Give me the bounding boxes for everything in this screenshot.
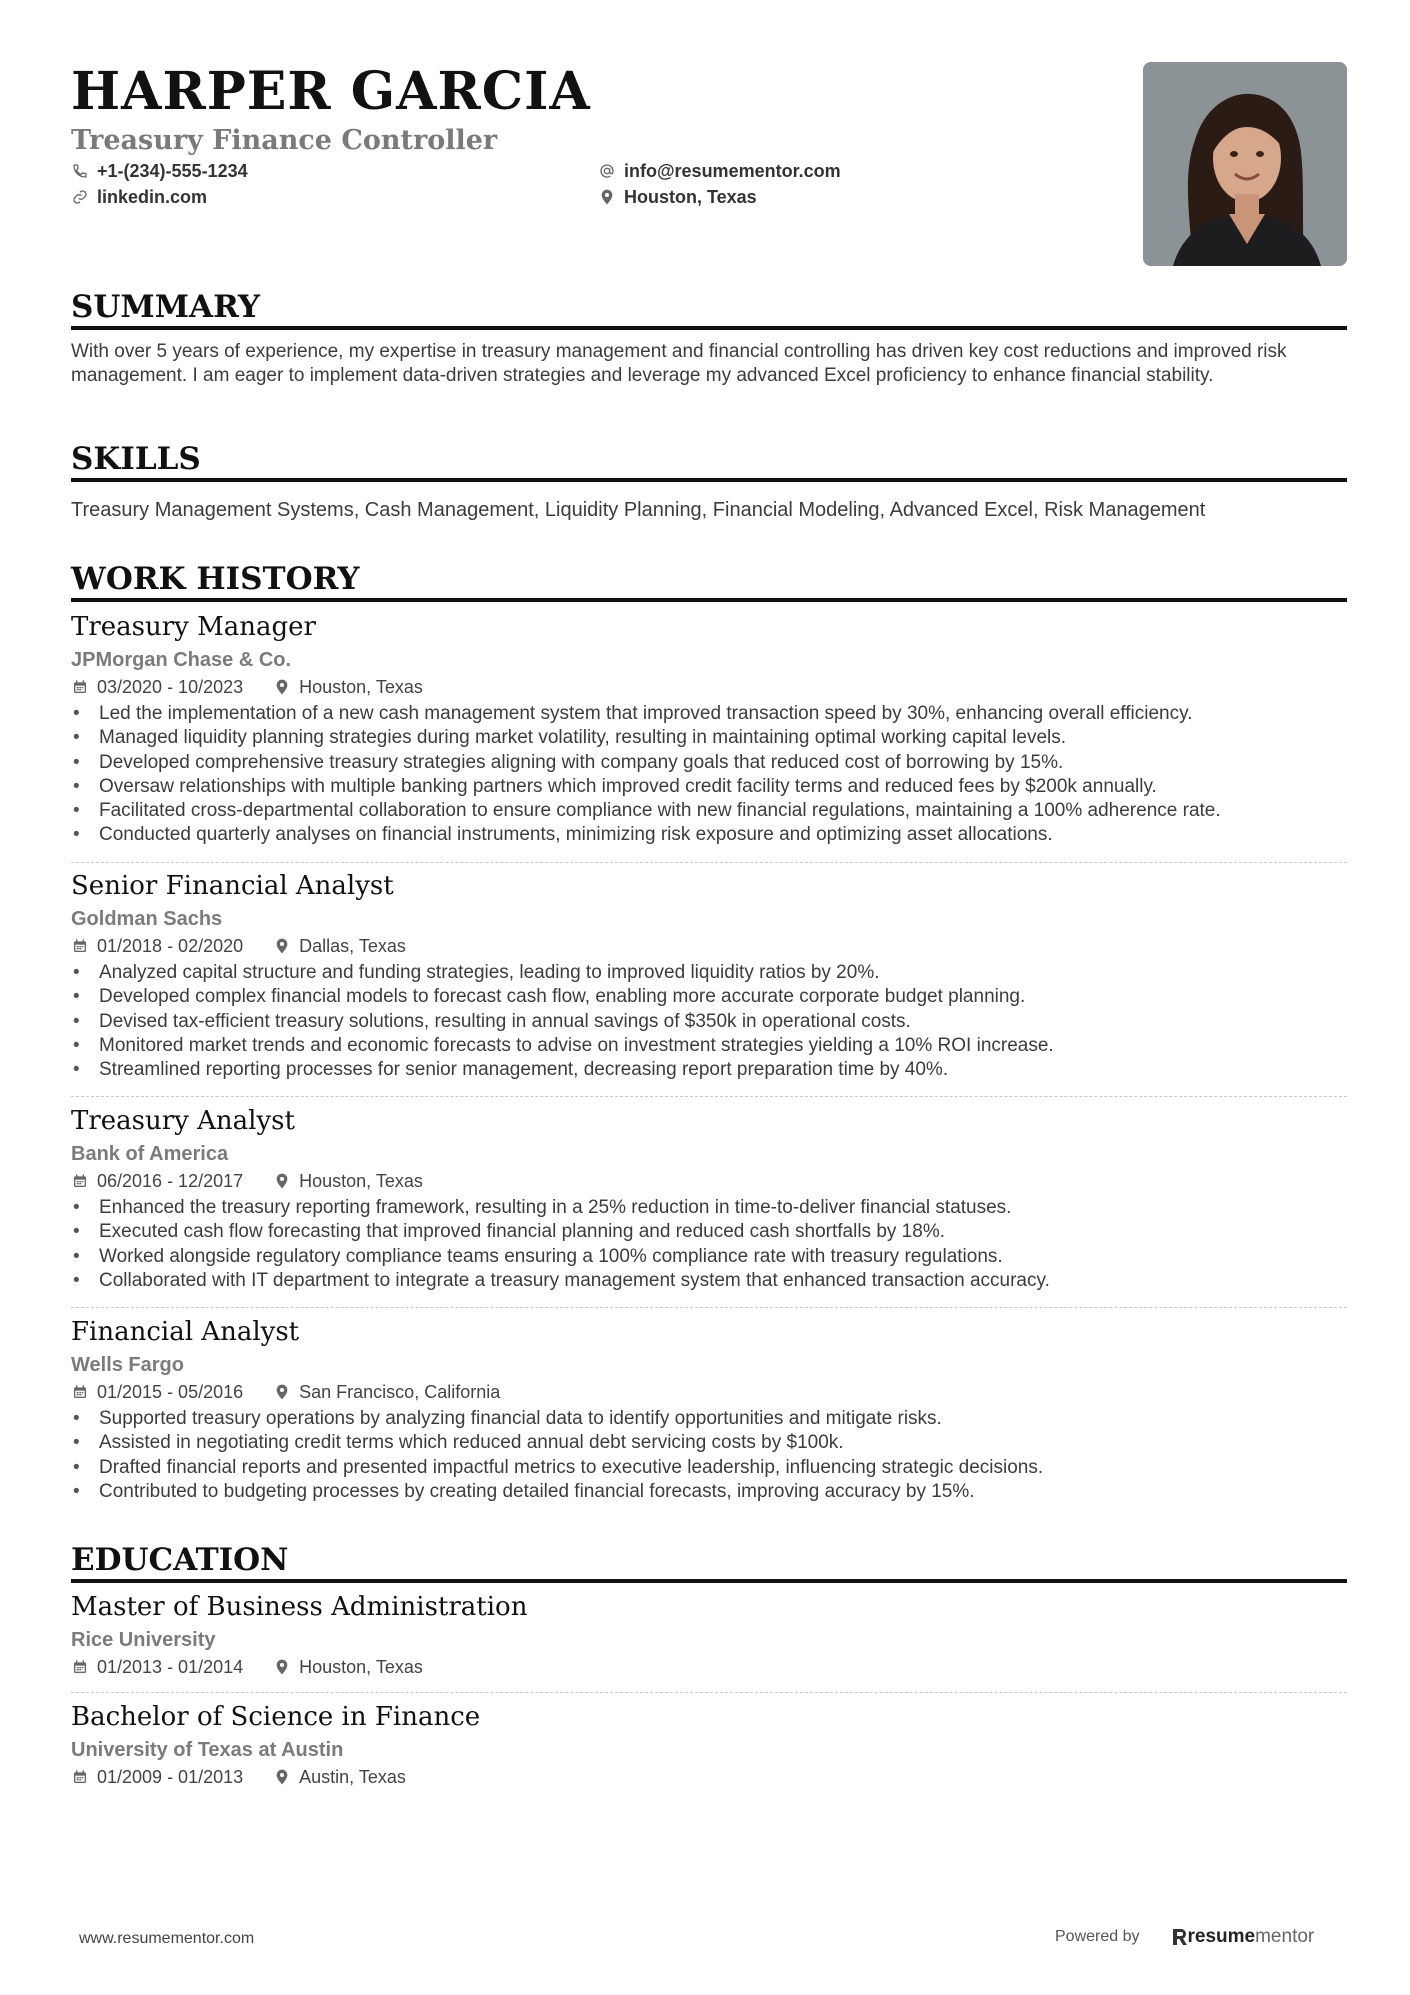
job-location: Houston, Texas bbox=[299, 677, 423, 697]
location-pin-icon bbox=[273, 1658, 291, 1676]
brand-light-text: mentor bbox=[1255, 1926, 1315, 1947]
powered-by-label: Powered by bbox=[1055, 1928, 1140, 1945]
job-meta bbox=[71, 675, 1347, 699]
candidate-name: HARPER GARCIA bbox=[71, 61, 591, 122]
email-contact bbox=[598, 159, 841, 183]
bullet-item: • Analyzed capital structure and funding strategies, leading to improved liquidity ratios by 20%. bbox=[71, 961, 1347, 985]
bullet-item: • Facilitated cross-departmental collaboration to ensure compliance with new financial regulations, maintaining a 100% adherence rate. bbox=[71, 799, 1347, 823]
at-icon bbox=[598, 162, 616, 180]
location-pin-icon bbox=[273, 1383, 291, 1401]
skills-heading: SKILLS bbox=[71, 440, 1347, 482]
school-name: University of Texas at Austin bbox=[71, 1739, 344, 1761]
bullet-item: • Streamlined reporting processes for senior management, decreasing report preparation time by 40%. bbox=[71, 1058, 1347, 1082]
calendar-icon bbox=[71, 1658, 89, 1676]
calendar-icon bbox=[71, 1172, 89, 1190]
job-entry bbox=[71, 868, 1347, 1097]
education-dates: 01/2013 - 01/2014 bbox=[97, 1657, 244, 1677]
email-text[interactable]: info@resumementor.com bbox=[624, 161, 841, 181]
phone-icon bbox=[71, 162, 89, 180]
job-location: Dallas, Texas bbox=[299, 936, 406, 956]
location-pin-icon bbox=[273, 1172, 291, 1190]
job-meta bbox=[71, 1169, 1347, 1193]
calendar-icon bbox=[71, 1768, 89, 1786]
calendar-icon bbox=[71, 937, 89, 955]
skills-text: Treasury Management Systems, Cash Management, Liquidity Planning, Financial Modeling, Advanced Excel, Risk Management bbox=[71, 499, 1206, 521]
linkedin-contact bbox=[71, 185, 207, 209]
bullet-item: • Developed comprehensive treasury strategies aligning with company goals that reduced cost of borrowing by 15%. bbox=[71, 751, 1347, 775]
summary-text: With over 5 years of experience, my expertise in treasury management and financial controlling has driven key cost reductions and improved risk management. I am eager to implement data-driven strategies and leverage my advanced Excel proficiency to enhance financial stability. bbox=[71, 341, 1287, 386]
bullet-item: • Developed complex financial models to forecast cash flow, enabling more accurate corporate budget planning. bbox=[71, 985, 1347, 1009]
degree-name: Bachelor of Science in Finance bbox=[71, 1702, 481, 1732]
profile-photo bbox=[1143, 62, 1347, 266]
bullet-item: • Assisted in negotiating credit terms which reduced annual debt servicing costs by $100k. bbox=[71, 1431, 1347, 1455]
location-pin-icon bbox=[273, 678, 291, 696]
job-entry bbox=[71, 1103, 1347, 1308]
resumementor-logo-icon bbox=[1170, 1927, 1188, 1947]
brand-bold-text: resume bbox=[1187, 1926, 1256, 1947]
job-company: Wells Fargo bbox=[71, 1354, 184, 1376]
location-pin-icon bbox=[273, 937, 291, 955]
job-dates: 03/2020 - 10/2023 bbox=[97, 677, 244, 697]
bullet-item: • Monitored market trends and economic forecasts to advise on investment strategies yielding a 10% ROI increase. bbox=[71, 1034, 1347, 1058]
job-dates: 06/2016 - 12/2017 bbox=[97, 1171, 244, 1191]
location-contact bbox=[598, 185, 757, 209]
job-company: Bank of America bbox=[71, 1143, 229, 1165]
summary-heading: SUMMARY bbox=[71, 288, 1347, 330]
resumementor-logo[interactable] bbox=[1170, 1926, 1315, 1948]
degree-name: Master of Business Administration bbox=[71, 1592, 528, 1622]
location-text: Houston, Texas bbox=[624, 187, 757, 207]
job-role: Senior Financial Analyst bbox=[71, 871, 394, 901]
job-role: Financial Analyst bbox=[71, 1317, 300, 1347]
work-history-heading: WORK HISTORY bbox=[71, 560, 1347, 602]
job-company: JPMorgan Chase & Co. bbox=[71, 649, 292, 671]
job-meta bbox=[71, 1380, 1347, 1404]
education-dates: 01/2009 - 01/2013 bbox=[97, 1767, 244, 1787]
bullet-item: • Executed cash flow forecasting that improved financial planning and reduced cash shortfalls by 18%. bbox=[71, 1220, 1347, 1244]
bullet-item: • Devised tax-efficient treasury solutions, resulting in annual savings of $350k in operational costs. bbox=[71, 1010, 1347, 1034]
footer-website[interactable]: www.resumementor.com bbox=[79, 1930, 255, 1947]
job-location: Houston, Texas bbox=[299, 1171, 423, 1191]
job-dates: 01/2018 - 02/2020 bbox=[97, 936, 244, 956]
location-pin-icon bbox=[273, 1768, 291, 1786]
education-heading: EDUCATION bbox=[71, 1541, 1347, 1583]
bullet-item: • Collaborated with IT department to integrate a treasury management system that enhanced transaction accuracy. bbox=[71, 1269, 1347, 1293]
bullet-item: • Led the implementation of a new cash management system that improved transaction speed by 30%, enhancing overall efficiency. bbox=[71, 702, 1347, 726]
job-title: Treasury Finance Controller bbox=[71, 125, 498, 156]
job-location: San Francisco, California bbox=[299, 1382, 501, 1402]
bullet-item: • Managed liquidity planning strategies during market volatility, resulting in maintaining optimal working capital levels. bbox=[71, 726, 1347, 750]
job-bullets bbox=[71, 961, 1347, 1082]
job-company: Goldman Sachs bbox=[71, 908, 223, 930]
education-location: Houston, Texas bbox=[299, 1657, 423, 1677]
job-dates: 01/2015 - 05/2016 bbox=[97, 1382, 244, 1402]
phone-text[interactable]: +1-(234)-555-1234 bbox=[97, 161, 248, 181]
job-bullets bbox=[71, 702, 1347, 848]
bullet-item: • Drafted financial reports and presented impactful metrics to executive leadership, influencing strategic decisions. bbox=[71, 1456, 1347, 1480]
bullet-item: • Worked alongside regulatory compliance teams ensuring a 100% compliance rate with treasury regulations. bbox=[71, 1245, 1347, 1269]
job-entry bbox=[71, 1314, 1347, 1514]
job-meta bbox=[71, 934, 1347, 958]
education-meta bbox=[71, 1765, 1347, 1789]
bullet-item: • Oversaw relationships with multiple banking partners which improved credit facility terms and reduced fees by $200k annually. bbox=[71, 775, 1347, 799]
school-name: Rice University bbox=[71, 1629, 216, 1651]
bullet-item: • Supported treasury operations by analyzing financial data to identify opportunities and mitigate risks. bbox=[71, 1407, 1347, 1431]
calendar-icon bbox=[71, 1383, 89, 1401]
education-entry bbox=[71, 1699, 1347, 1803]
job-entry bbox=[71, 609, 1347, 863]
bullet-item: • Enhanced the treasury reporting framework, resulting in a 25% reduction in time-to-deliver financial statuses. bbox=[71, 1196, 1347, 1220]
location-pin-icon bbox=[598, 188, 616, 206]
linkedin-text[interactable]: linkedin.com bbox=[97, 187, 208, 207]
job-bullets bbox=[71, 1407, 1347, 1504]
link-icon bbox=[71, 188, 89, 206]
footer-powered-by bbox=[1055, 1926, 1314, 1948]
job-bullets bbox=[71, 1196, 1347, 1293]
calendar-icon bbox=[71, 678, 89, 696]
job-role: Treasury Analyst bbox=[71, 1106, 295, 1136]
education-location: Austin, Texas bbox=[299, 1767, 406, 1787]
phone-contact bbox=[71, 159, 248, 183]
education-meta bbox=[71, 1655, 1347, 1679]
job-role: Treasury Manager bbox=[71, 612, 316, 642]
bullet-item: • Conducted quarterly analyses on financial instruments, minimizing risk exposure and optimizing asset allocations. bbox=[71, 823, 1347, 847]
bullet-item: • Contributed to budgeting processes by creating detailed financial forecasts, improving accuracy by 15%. bbox=[71, 1480, 1347, 1504]
education-entry bbox=[71, 1589, 1347, 1693]
